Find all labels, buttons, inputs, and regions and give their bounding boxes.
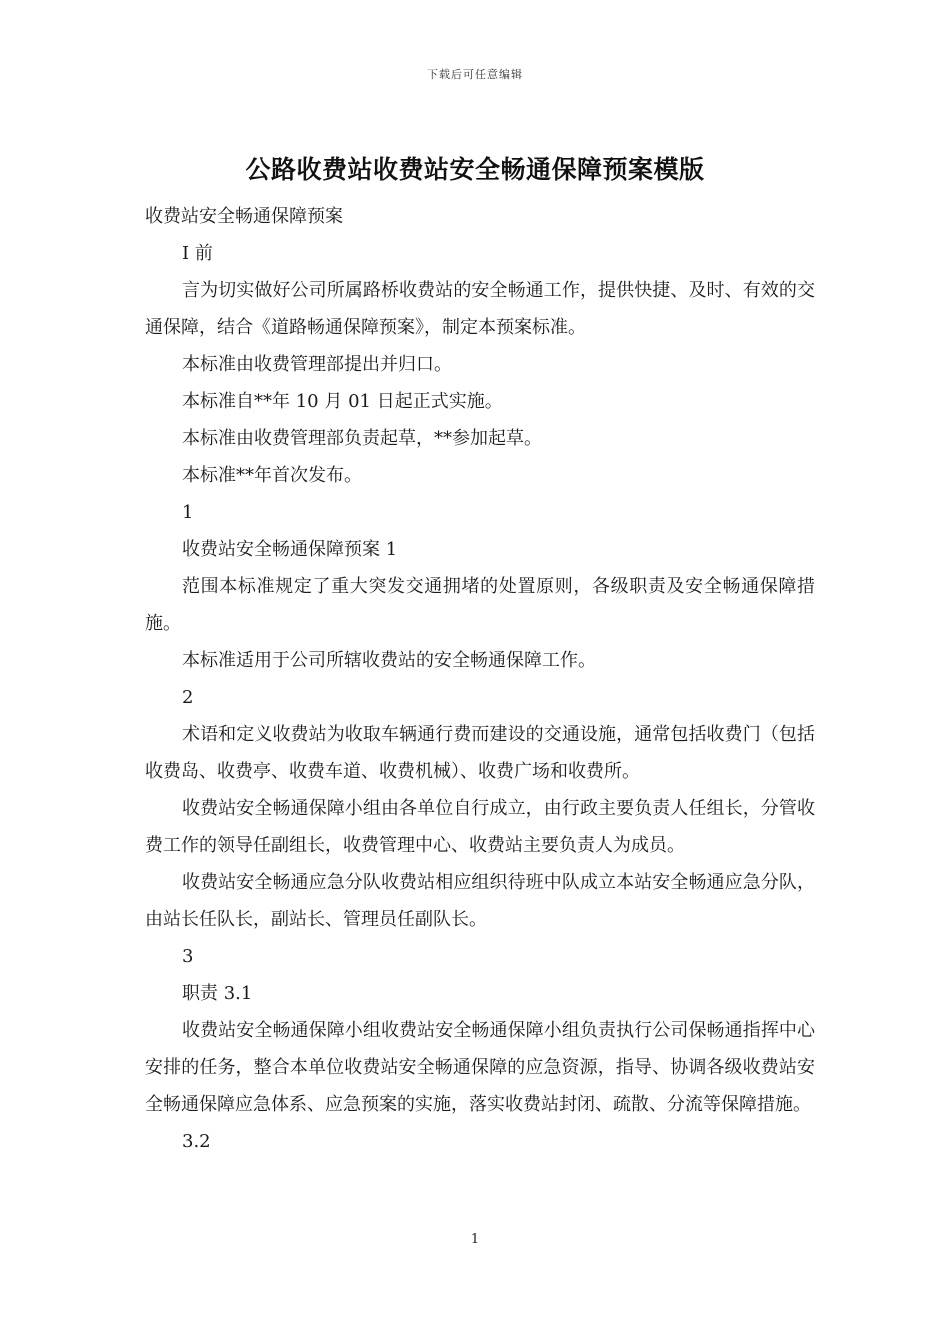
paragraph: I 前	[182, 243, 213, 264]
paragraph: 收费站安全畅通应急分队收费站相应组织待班中队成立本站安全畅通应急分队，由站长任队长，副站长、管理员任副队长。	[145, 872, 815, 930]
paragraph: 收费站安全畅通保障小组收费站安全畅通保障小组负责执行公司保畅通指挥中心安排的任务，整合本单位收费站安全畅通保障的应急资源，指导、协调各级收费站安全畅通保障应急体系、应急预案的实施，落实收费站封闭、疏散、分流等保障措施。	[145, 1020, 815, 1115]
paragraph: 本标准**年首次发布。	[182, 465, 362, 486]
paragraph: 收费站安全畅通保障小组由各单位自行成立，由行政主要负责人任组长，分管收费工作的领导任副组长，收费管理中心、收费站主要负责人为成员。	[145, 798, 815, 856]
paragraph: 收费站安全畅通保障预案 1	[182, 539, 398, 560]
paragraph: 本标准由收费管理部提出并归口。	[182, 354, 452, 375]
page-number: 1	[470, 1232, 480, 1247]
paragraph: 术语和定义收费站为收取车辆通行费而建设的交通设施，通常包括收费门（包括收费岛、收费亭、收费车道、收费机械）、收费广场和收费所。	[145, 724, 815, 782]
section-number: 2	[182, 687, 194, 708]
section-number: 3	[182, 946, 194, 967]
page-header: 下载后可任意编辑	[427, 68, 523, 81]
document-title: 公路收费站收费站安全畅通保障预案模版	[245, 155, 705, 184]
paragraph: 本标准自**年 10 月 01 日起正式实施。	[182, 391, 503, 412]
paragraph: 本标准适用于公司所辖收费站的安全畅通保障工作。	[182, 650, 596, 671]
section-number: 1	[182, 502, 194, 523]
paragraph: 言为切实做好公司所属路桥收费站的安全畅通工作，提供快捷、及时、有效的交通保障，结合《道路畅通保障预案》，制定本预案标准。	[145, 280, 815, 338]
document-body	[145, 198, 815, 1160]
paragraph: 本标准由收费管理部负责起草，**参加起草。	[182, 428, 542, 449]
paragraph: 范围本标准规定了重大突发交通拥堵的处置原则，各级职责及安全畅通保障措施。	[145, 576, 815, 634]
paragraph: 职责 3.1	[182, 983, 253, 1004]
section-number: 3.2	[182, 1131, 211, 1152]
paragraph: 收费站安全畅通保障预案	[145, 206, 343, 227]
